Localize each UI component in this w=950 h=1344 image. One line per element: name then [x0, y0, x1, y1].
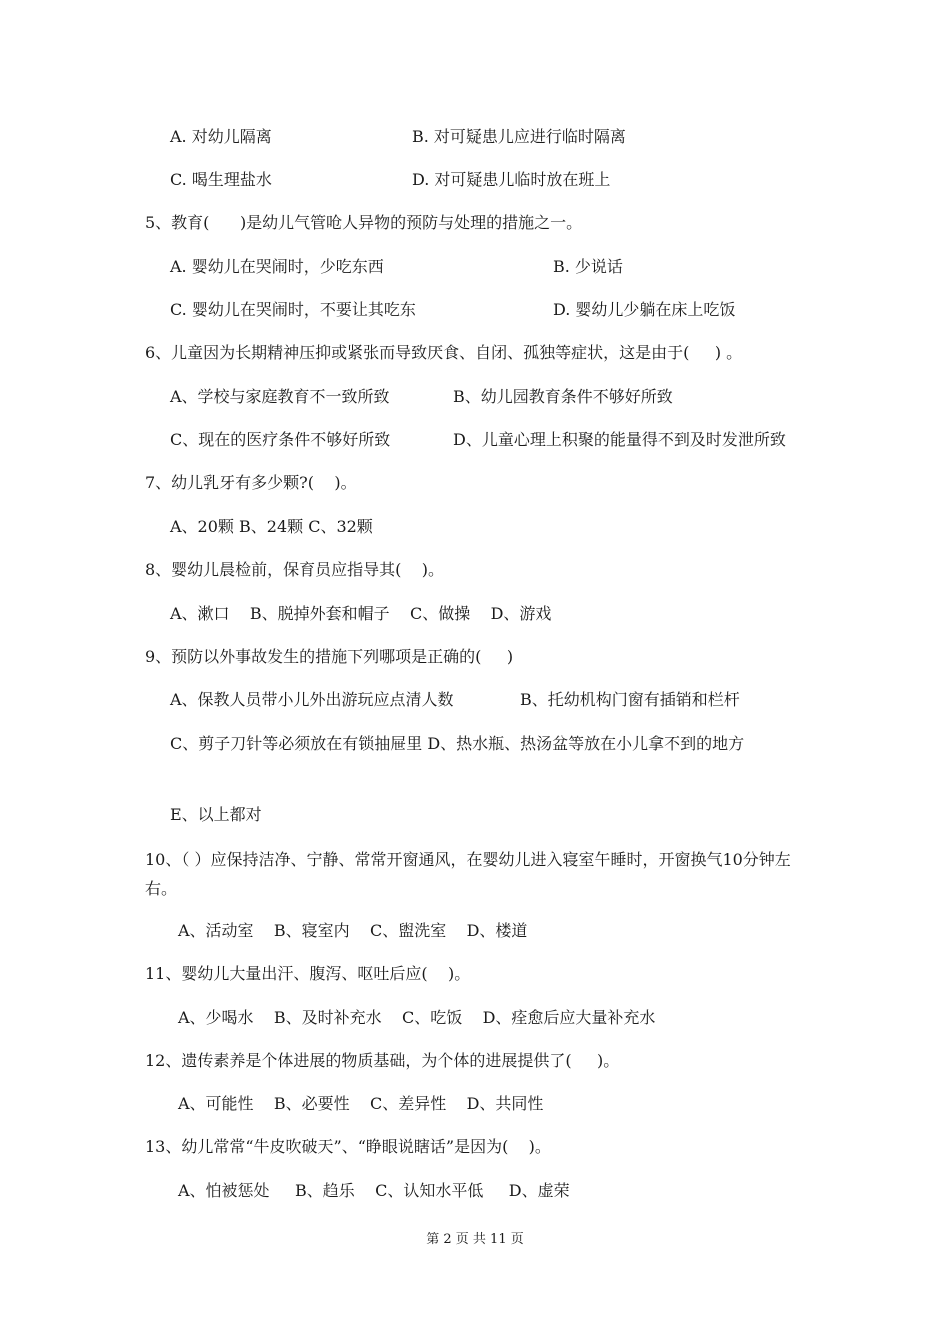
- q10-options: A、活动室 B、寝室内 C、盥洗室 D、楼道: [178, 921, 528, 940]
- q6-option-a: A、学校与家庭教育不一致所致: [170, 387, 390, 406]
- q12-options: A、可能性 B、必要性 C、差异性 D、共同性: [178, 1094, 544, 1113]
- q11-options: A、少喝水 B、及时补充水 C、吃饭 D、痊愈后应大量补充水: [178, 1008, 656, 1027]
- q11-question: 11、婴幼儿大量出汗、腹泻、呕吐后应( )。: [145, 964, 471, 983]
- q8-options: A、漱口 B、脱掉外套和帽子 C、做操 D、游戏: [170, 604, 552, 623]
- q9-question: 9、预防以外事故发生的措施下列哪项是正确的( ): [145, 647, 514, 666]
- q9-option-e: E、以上都对: [170, 805, 262, 824]
- q10-question: 10、（ ）应保持洁净、宁静、常常开窗通风，在婴幼儿进入寝室午睡时，开窗换气10分钟左右。: [145, 850, 791, 898]
- q6-option-b: B、幼儿园教育条件不够好所致: [453, 387, 673, 406]
- q12-question: 12、遗传素养是个体进展的物质基础，为个体的进展提供了( )。: [145, 1051, 620, 1070]
- q4-option-b: B. 对可疑患儿应进行临时隔离: [412, 127, 626, 146]
- q4-option-a: A. 对幼儿隔离: [170, 127, 272, 146]
- q4-option-d: D. 对可疑患儿临时放在班上: [412, 170, 611, 189]
- q7-question: 7、幼儿乳牙有多少颗?( )。: [145, 473, 357, 492]
- q5-option-b: B. 少说话: [553, 257, 623, 276]
- q6-option-c: C、现在的医疗条件不够好所致: [170, 430, 391, 449]
- q7-options: A、20颗 B、24颗 C、32颗: [170, 517, 373, 536]
- q5-option-a: A. 婴幼儿在哭闹时，少吃东西: [170, 257, 384, 276]
- q4-option-c: C. 喝生理盐水: [170, 170, 272, 189]
- q9-option-a: A、保教人员带小儿外出游玩应点清人数: [170, 690, 454, 709]
- q6-option-d: D、儿童心理上积聚的能量得不到及时发泄所致: [453, 430, 786, 449]
- page-number-footer: 第 2 页 共 11 页: [426, 1232, 524, 1247]
- q9-option-b: B、托幼机构门窗有插销和栏杆: [520, 690, 740, 709]
- q13-options: A、怕被惩处 B、趋乐 C、认知水平低 D、虚荣: [178, 1181, 570, 1200]
- q8-question: 8、婴幼儿晨检前，保育员应指导其( )。: [145, 560, 445, 579]
- q9-option-cd: C、剪子刀针等必须放在有锁抽屉里 D、热水瓶、热汤盆等放在小儿拿不到的地方: [170, 734, 745, 753]
- q5-option-c: C. 婴幼儿在哭闹时，不要让其吃东: [170, 300, 416, 319]
- q13-question: 13、幼儿常常“牛皮吹破天”、“睁眼说瞎话”是因为( )。: [145, 1137, 551, 1156]
- q5-question: 5、教育( )是幼儿气管呛人异物的预防与处理的措施之一。: [145, 213, 583, 232]
- q6-question: 6、儿童因为长期精神压抑或紧张而导致厌食、自闭、孤独等症状，这是由于( ) 。: [145, 343, 743, 362]
- q5-option-d: D. 婴幼儿少躺在床上吃饭: [553, 300, 736, 319]
